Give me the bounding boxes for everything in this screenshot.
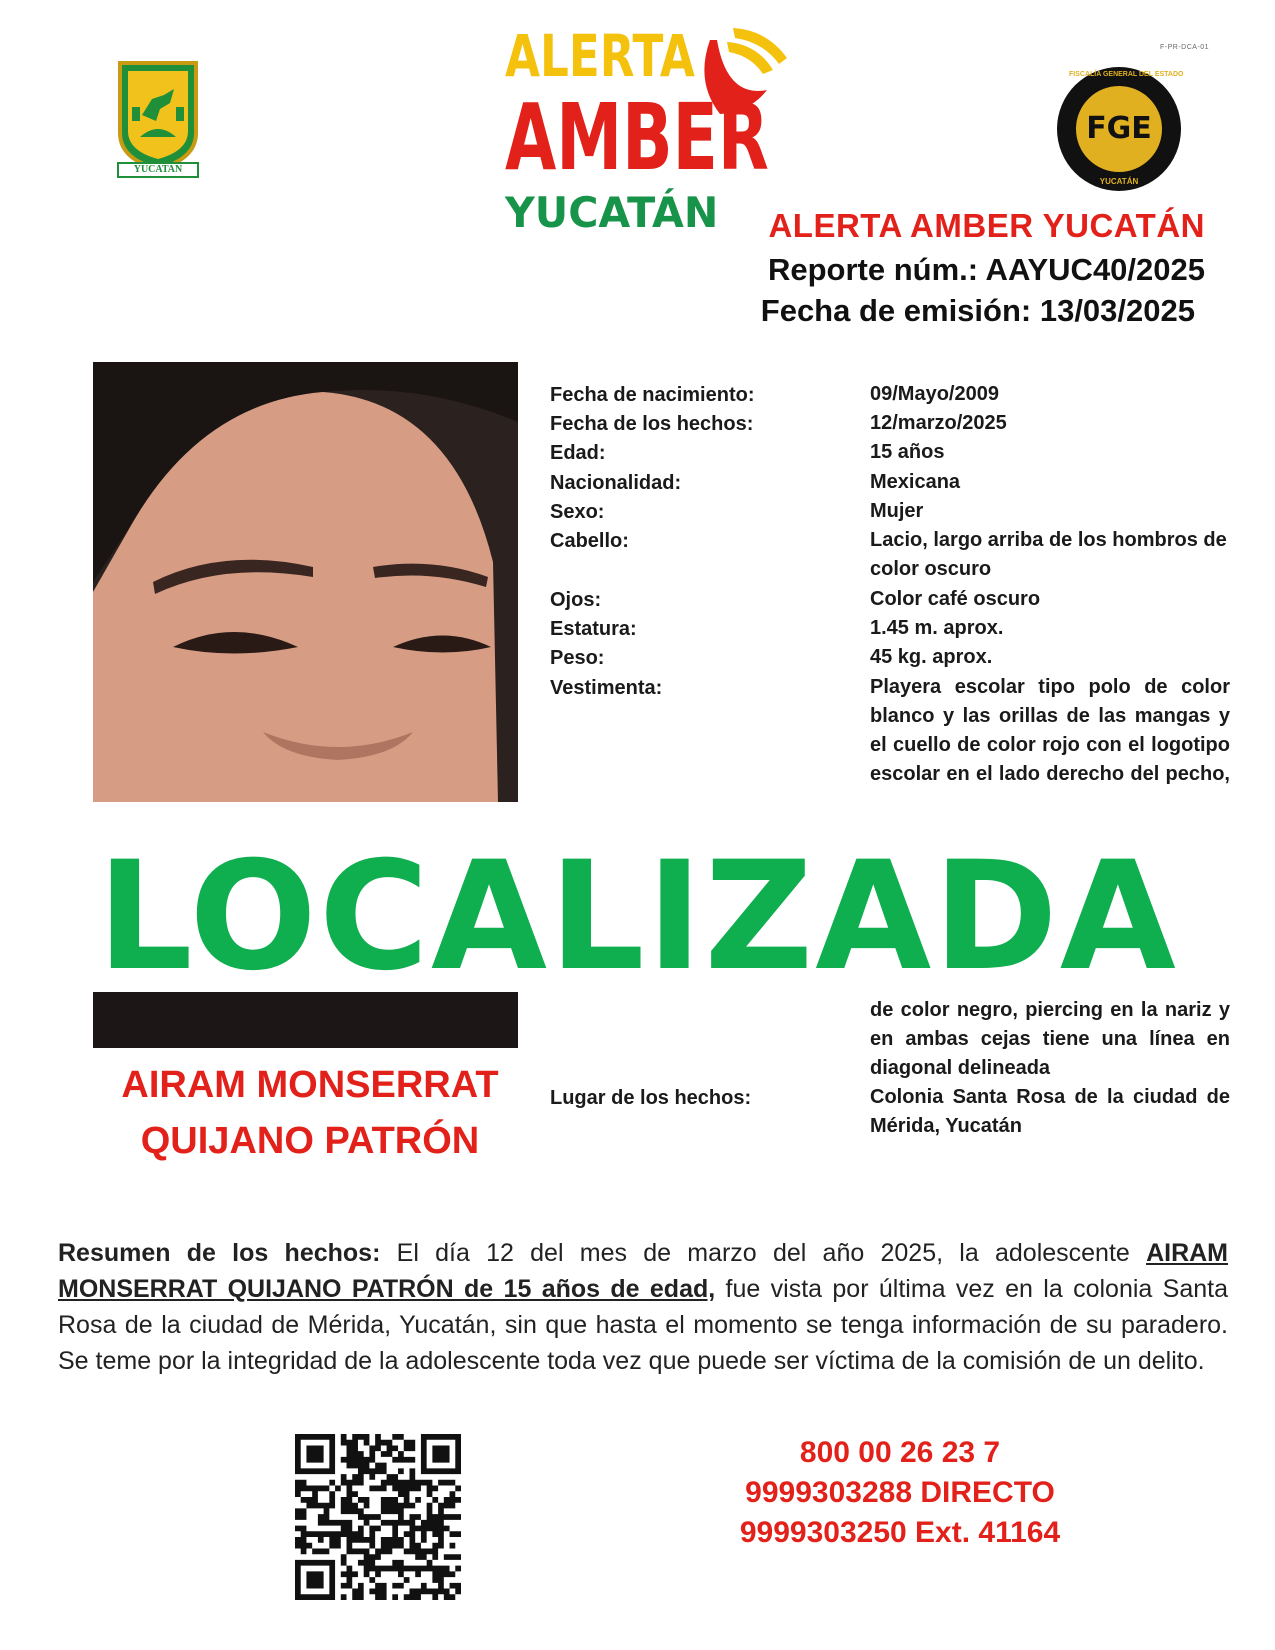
value-clothing-line: el cuello de color rojo con el logotipo [870,734,1230,756]
value-place-line-2: Mérida, Yucatán [870,1115,1022,1137]
seal-label: YUCATAN [133,164,183,175]
summary-text-1: El día 12 del mes de marzo del año 2025, la adolescente [380,1239,1147,1267]
alert-title: ALERTA AMBER YUCATÁN [768,207,1205,244]
summary-name: AIRAM MONSERRAT QUIJANO PATRÓN de 15 años de edad, [58,1239,1228,1303]
label-birth-date: Fecha de nacimiento: [550,384,755,406]
amber-word-amber: AMBER [505,84,769,191]
summary-text-2: fue vista por última vez en la colonia Santa Rosa de la ciudad de Mérida, Yucatán, sin que hasta el momento se tenga información de su paradero. Se teme por la integridad de la adolescente toda vez que puede ser víctima de la comisión de un delito. [58,1275,1228,1375]
summary-paragraph [58,1235,1228,1379]
label-place: Lugar de los hechos: [550,1087,752,1109]
value-clothing-line: Playera escolar tipo polo de color [870,676,1230,698]
value-clothing-line: de color negro, piercing en la nariz y [870,999,1230,1021]
value-eyes: Color café oscuro [870,588,1041,610]
value-event-date: 12/marzo/2025 [870,412,1007,434]
label-event-date: Fecha de los hechos: [550,413,754,435]
value-sex: Mujer [870,500,924,522]
person-name-line-2: QUIJANO PATRÓN [140,1120,480,1162]
fge-ring-top: FISCALÍA GENERAL DEL ESTADO [1069,71,1184,78]
label-eyes: Ojos: [550,589,602,611]
alerta-amber-logo [505,22,795,237]
fge-seal [1055,65,1183,193]
amber-word-yucatan: YUCATÁN [505,188,719,237]
amber-word-alerta: ALERTA [505,22,695,90]
issue-date: Fecha de emisión: 13/03/2025 [760,293,1195,328]
yucatan-state-seal [112,59,204,179]
label-clothing: Vestimenta: [550,677,663,699]
label-hair: Cabello: [550,530,629,552]
value-clothing-line: en ambas cejas tiene una línea en [870,1028,1230,1050]
phone-direct[interactable]: 9999303288 DIRECTO [745,1476,1055,1509]
value-age: 15 años [870,441,945,463]
report-number: Reporte núm.: AAYUC40/2025 [767,252,1205,287]
person-name-line-1: AIRAM MONSERRAT [121,1064,499,1106]
label-weight: Peso: [550,647,605,669]
value-height: 1.45 m. aprox. [870,617,1004,639]
label-age: Edad: [550,442,606,464]
value-nationality: Mexicana [870,471,961,493]
label-sex: Sexo: [550,501,605,523]
label-nationality: Nacionalidad: [550,472,682,494]
status-localizada: LOCALIZADA [97,830,1178,1004]
value-clothing-line: blanco y las orillas de las mangas y [870,705,1230,727]
value-place-line-1: Colonia Santa Rosa de la ciudad de [870,1086,1230,1108]
fge-ring-bottom: YUCATÁN [1099,177,1139,186]
qr-code[interactable] [295,1434,461,1600]
value-weight: 45 kg. aprox. [870,646,993,668]
value-hair-line-2: color oscuro [870,558,992,580]
value-clothing-line: escolar en el lado derecho del pecho, [870,763,1230,785]
value-birth-date: 09/Mayo/2009 [870,383,999,405]
phone-extension[interactable]: 9999303250 Ext. 41164 [739,1516,1061,1549]
phone-hotline[interactable]: 800 00 26 23 7 [799,1436,1001,1469]
form-code: F-PR-DCA-01 [1160,44,1210,51]
label-height: Estatura: [550,618,637,640]
fge-label: FGE [1086,111,1152,146]
value-hair-line-1: Lacio, largo arriba de los hombros de [870,529,1227,551]
summary-label: Resumen de los hechos: [58,1239,381,1267]
value-clothing-line: diagonal delineada [870,1057,1051,1079]
